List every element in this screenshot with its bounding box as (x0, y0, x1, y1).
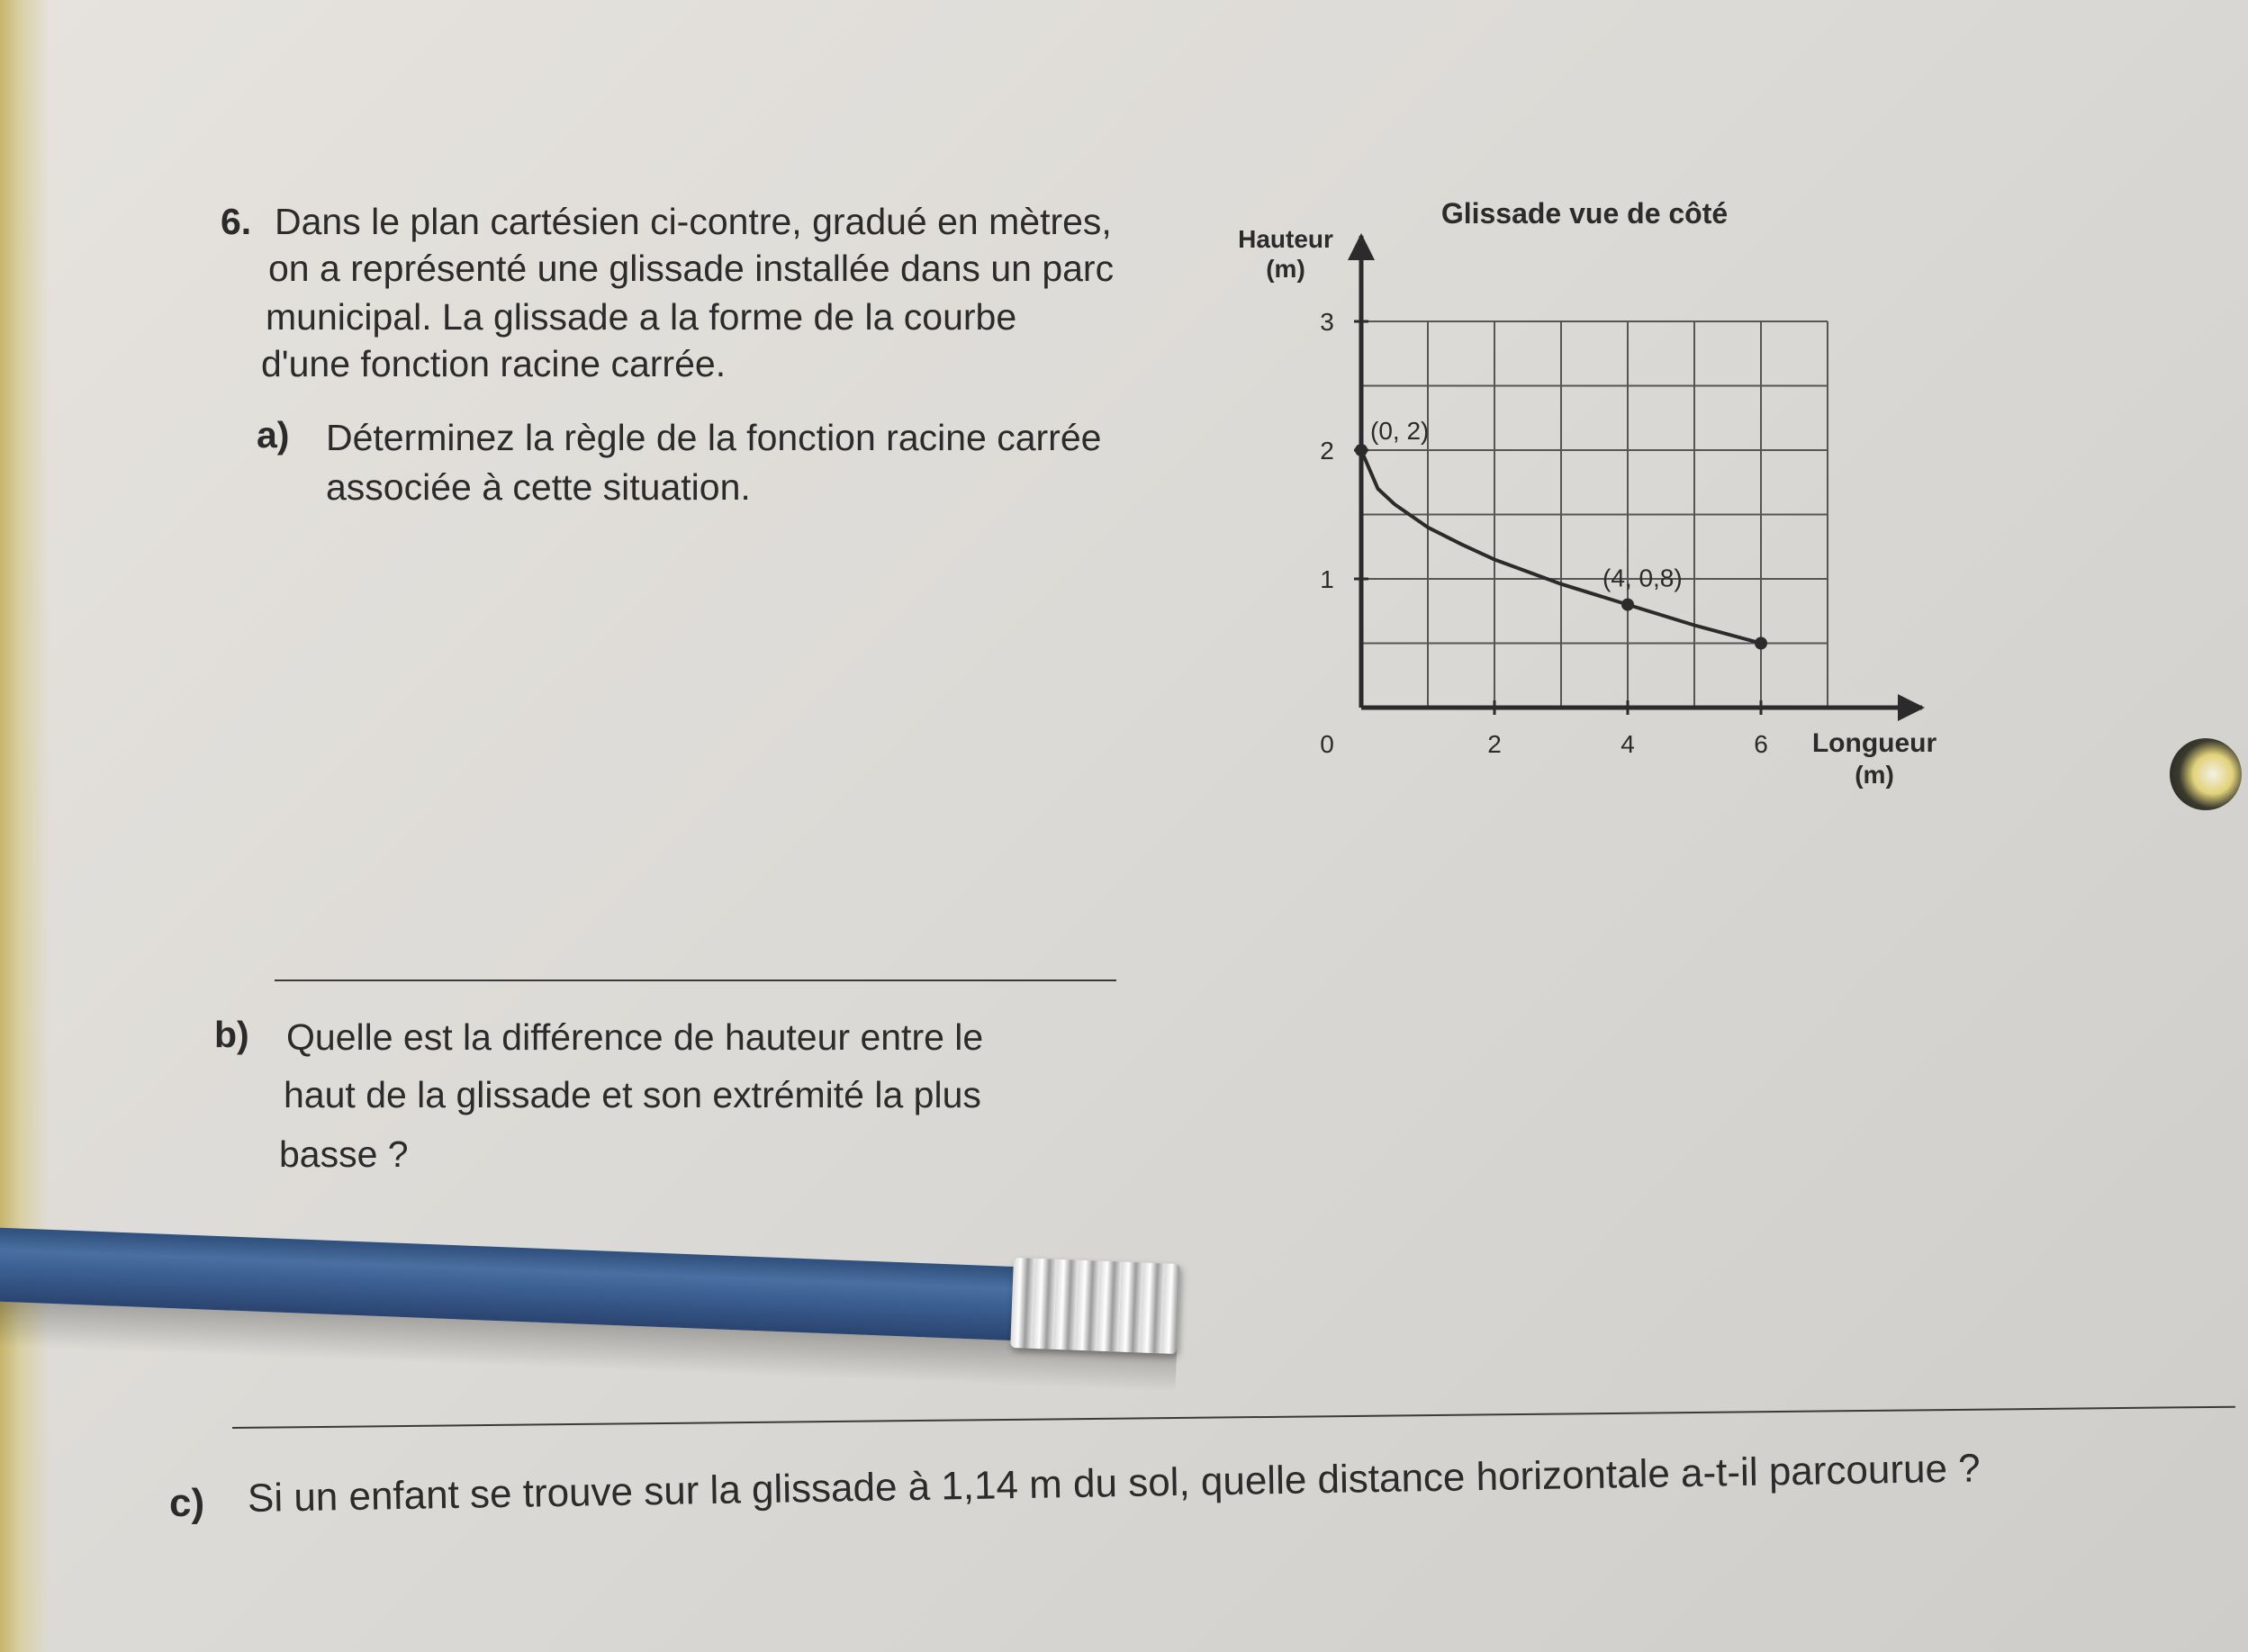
point-label: (0, 2) (1370, 417, 1430, 445)
part-a-label: a) (257, 414, 290, 456)
chart-grid (1361, 321, 1828, 708)
chart-point (1621, 599, 1634, 611)
y-tick-label: 2 (1320, 437, 1334, 465)
pencil-ferrule (1010, 1258, 1180, 1354)
intro-line-1: Dans le plan cartésien ci-contre, gradué en mètres, (275, 201, 1112, 242)
binder-hole (2170, 738, 2242, 810)
intro-line-3: municipal. La glissade a la forme de la courbe (266, 296, 1017, 338)
part-c-label: c) (169, 1481, 205, 1525)
point-label: (4, 0,8) (1602, 564, 1683, 592)
chart-ticks (1320, 308, 1768, 758)
y-tick-label: 1 (1320, 565, 1334, 593)
chart-title: Glissade vue de côté (1440, 197, 1729, 230)
x-axis-unit: (m) (1855, 761, 1894, 789)
part-c-text: Si un enfant se trouve sur la glissade à 1,14 m du sol, quelle distance horizontale a-t-il parcourue ? (247, 1446, 1982, 1521)
part-b-line-2: haut de la glissade et son extrémité la plus (284, 1074, 981, 1115)
x-tick-label: 0 (1320, 730, 1334, 758)
intro-line-2: on a représenté une glissade installée dans un parc (268, 248, 1115, 289)
y-axis-unit: (m) (1266, 255, 1305, 283)
x-tick-label: 2 (1487, 730, 1502, 758)
x-tick-label: 6 (1754, 730, 1768, 758)
x-axis-label: Longueur (1811, 728, 1937, 758)
question-number: 6. (221, 201, 252, 242)
x-tick-label: 4 (1621, 730, 1635, 758)
y-axis-label: Hauteur (1238, 225, 1333, 253)
part-a-line-1: Déterminez la règle de la fonction racine carrée (326, 417, 1102, 458)
part-b-label: b) (214, 1014, 249, 1055)
chart-point (1755, 637, 1767, 650)
intro-line-4: d'une fonction racine carrée. (261, 343, 727, 384)
part-b-line-1: Quelle est la différence de hauteur entre le (286, 1016, 984, 1058)
part-b-line-3: basse ? (279, 1133, 409, 1175)
chart-point (1355, 444, 1368, 456)
y-tick-label: 3 (1320, 308, 1334, 336)
part-a-line-2: associée à cette situation. (326, 466, 751, 508)
